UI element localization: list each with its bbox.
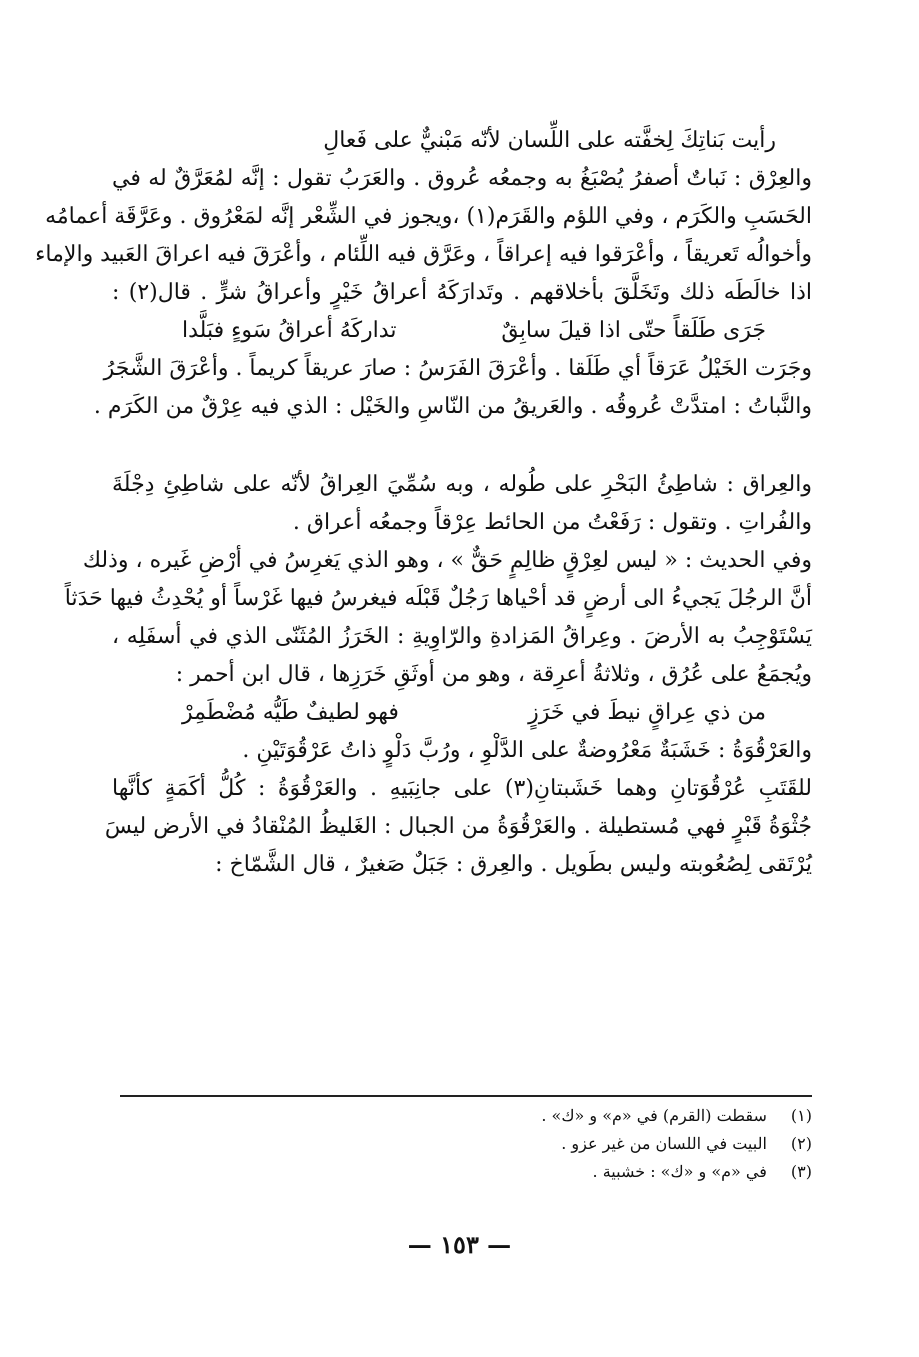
verse-second-hemistich: تداركَهُ أعراقُ سَوءٍ فبَلَّدا: [182, 318, 397, 343]
page-number: — ١٥٣ —: [407, 1230, 512, 1259]
text-line: اذا خالَطَه ذلك وتَخَلَّقَ بأخلاقهم . وتَدارَكَهُ أعراقُ خَيْرٍ وأعراقُ شرٍّ . قال(٢) :: [112, 280, 812, 305]
footnote-text: في «م» و «ك» : خشبية .: [592, 1162, 767, 1181]
verse-line: [112, 312, 812, 350]
footnote-divider: [120, 1095, 812, 1097]
text-line: والنَّباتُ : امتدَّتْ عُروقُه . والعَريقُ من النّاسِ والخَيْل : الذي فيه عِرْقٌ من الكَرَم .: [93, 394, 812, 419]
verse-first-hemistich: جَرَى طَلَقاً حتّى اذا قيلَ سابِقٌ: [501, 318, 766, 343]
text-line: والعِرْق : نَباتٌ أصفرُ يُصْبَغُ به وجمعُه عُروق . والعَرَبُ تقول : إنَّه لمُعَرَّقٌ له في: [112, 166, 812, 191]
paragraph-gap: [112, 426, 812, 466]
text-line: يَسْتَوْجِبُ به الأرضَ . وعِراقُ المَزادةِ والرّاوِيةِ : الخَرَزُ المُثَنّى الذي في أسفَلِه ،: [112, 624, 812, 649]
footnote-text: البيت في اللسان من غير عزو .: [561, 1134, 767, 1153]
footnote-number: (٢): [790, 1134, 812, 1153]
text-line: والعِراق : شاطِئُ البَحْرِ على طُوله ، وبه سُمِّيَ العِراقُ لأنّه على شاطِئِ دِجْلَةَ: [112, 472, 812, 497]
footnote: [112, 1158, 812, 1186]
text-line: والفُراتِ . وتقول : رَفَعْتُ من الحائط عِرْقاً وجمعُه أعراق .: [292, 510, 812, 535]
footnote: [112, 1130, 812, 1158]
main-text: [35, 122, 813, 884]
verse-line: [112, 694, 812, 732]
footnote-number: (١): [790, 1106, 812, 1125]
text-line: أنَّ الرجُلَ يَجيءُ الى أرضٍ قد أحْياها رَجُلٌ قَبْلَه فيغرسُ فيها غَرْساً أو يُحْدِثُ فيها حَدَثاً: [64, 586, 812, 611]
text-line: يُرْتَقى لِصُعُوبته وليس بطَويل . والعِرق : جَبَلٌ صَغيرٌ ، قال الشَّمّاخ :: [215, 852, 812, 877]
footnote-text: سقطت (القرم) في «م» و «ك» .: [541, 1106, 767, 1125]
footnote-number: (٣): [790, 1162, 812, 1181]
text-line: وجَرَت الخَيْلُ عَرَقاً أي طَلَقا . وأعْرَقَ الفَرَسُ : صارَ عريقاً كريماً . وأعْرَقَ الشَّجَرُ: [103, 356, 812, 381]
footnotes: [112, 1102, 812, 1186]
text-line: والعَرْقُوَةُ : خَشَبَةٌ مَعْرُوضةٌ على الدَّلْوِ ، ورُبَّ دَلْوٍ ذاتُ عَرْقُوَتَيْنِ .: [242, 738, 812, 763]
footnote: [112, 1102, 812, 1130]
text-line: وأخوالُه تَعريقاً ، وأعْرَقوا فيه إعراقاً ، وعَرَّق فيه اللِّئام ، وأعْرَقَ فيه اعراقَ العَبيد والإماء: [35, 242, 812, 267]
text-line: الحَسَبِ والكَرَم ، وفي اللؤم والقَرَم(١) ،ويجوز في الشِّعْر إنَّه لمَعْرُوق . وعَرَّقَة أعمامُه: [45, 204, 812, 229]
verse-second-hemistich: فهو لطيفٌ طَيُّه مُضْطَمِرْ: [182, 700, 399, 725]
text-line: رأيت بَناتِكَ لِخفَّته على اللِّسان لأنّه مَبْنيٌّ على فَعالِ: [323, 128, 776, 153]
text-line: جُثْوَةُ قَبْرٍ فهي مُستطيلة . والعَرْقُوَةُ من الجبال : الغَليظُ المُنْقادُ في الأرض ليسَ: [104, 814, 812, 839]
verse-first-hemistich: من ذي عِراقٍ نيطَ في خَرَزٍ: [528, 700, 766, 725]
text-line: ويُجمَعُ على عُرُق ، وثلاثةُ أعرِقة ، وهو من أوثَقِ خَرَزِها ، قال ابن أحمر :: [175, 662, 812, 687]
text-line: وفي الحديث : « ليس لعِرْقٍ ظالِمٍ حَقٌّ » ، وهو الذي يَغرِسُ في أرْضِ غَيره ، وذلك: [82, 548, 812, 573]
text-line: للقَتَبِ عُرْقُوَتانِ وهما خَشَبتانِ(٣) على جانِبَيهِ . والعَرْقُوَةُ : كُلُّ أكَمَةٍ كأنَّها: [112, 776, 813, 801]
